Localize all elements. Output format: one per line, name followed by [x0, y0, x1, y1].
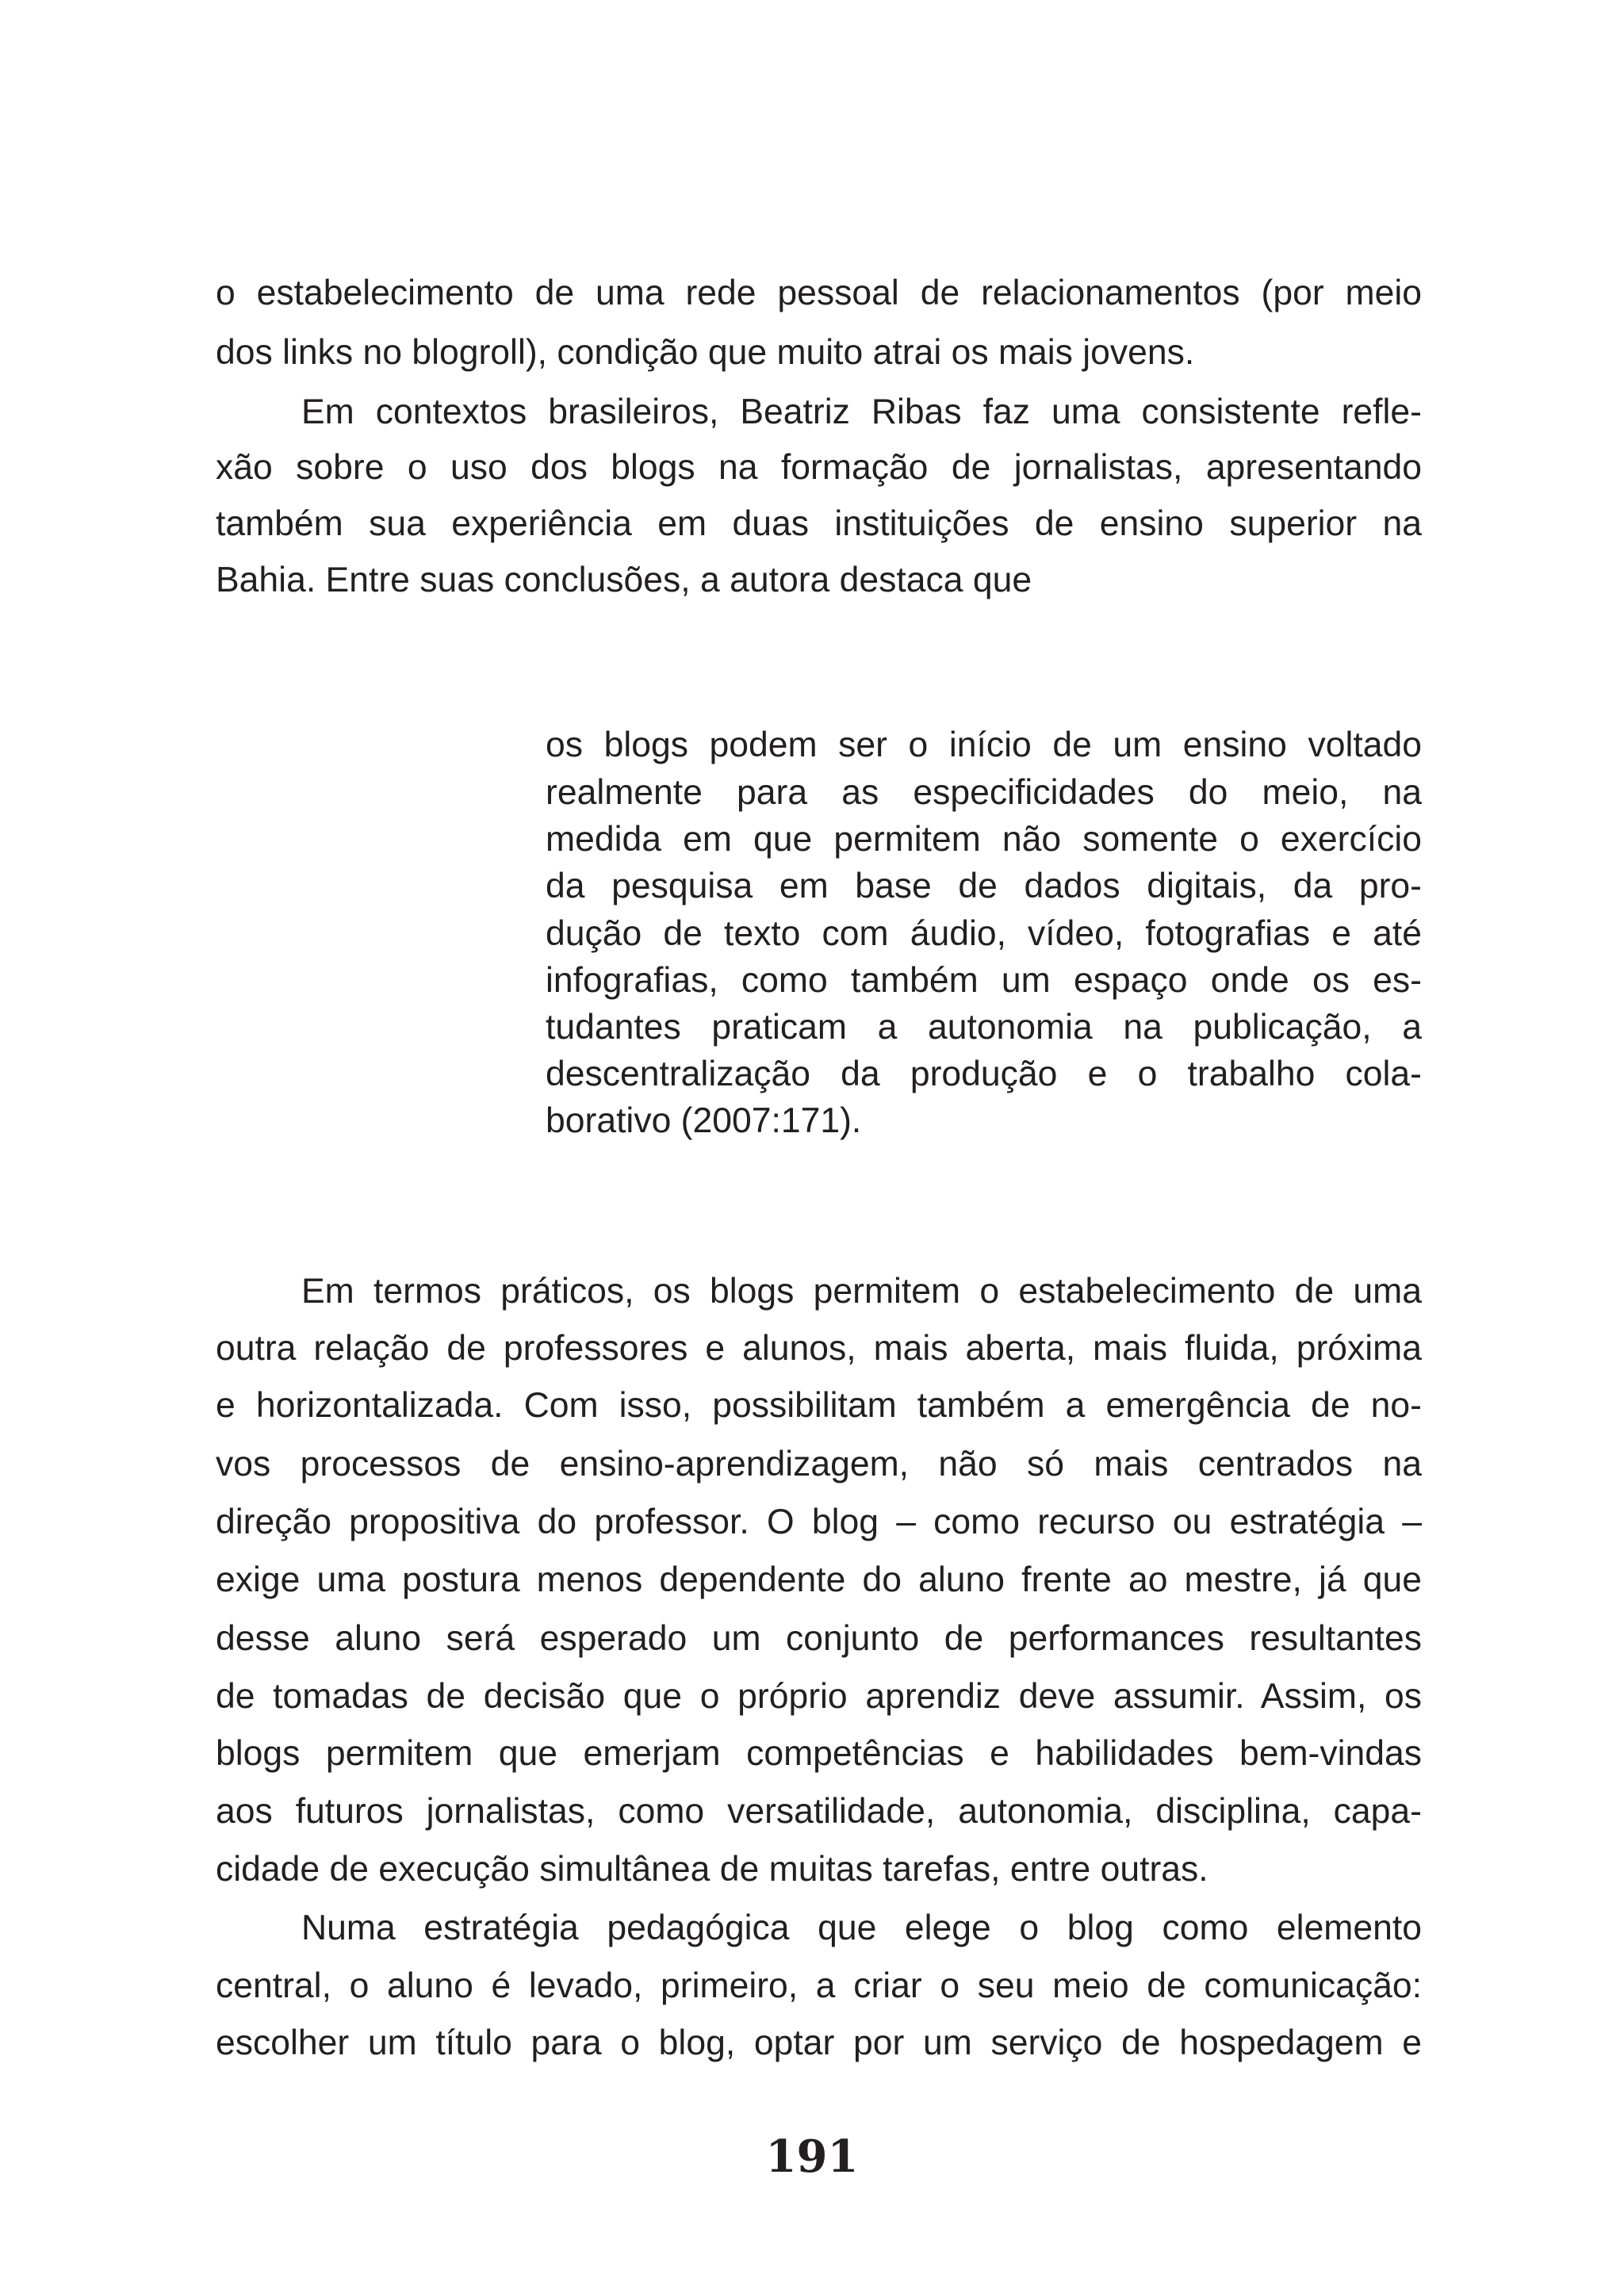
text-line: desse aluno será esperado um conjunto de performances resultantes: [216, 1619, 1422, 1658]
text-line: blogs permitem que emerjam competências e habilidades bem-vindas: [216, 1734, 1422, 1773]
page-number: 191: [765, 2130, 859, 2183]
text-line: de tomadas de decisão que o próprio aprendiz deve assumir. Assim, os: [216, 1677, 1422, 1716]
text-line: dos links no blogroll), condição que muito atrai os mais jovens.: [216, 333, 1195, 372]
text-line: exige uma postura menos dependente do aluno frente ao mestre, já que: [216, 1560, 1422, 1599]
quote-line: tudantes praticam a autonomia na publicação, a: [546, 1008, 1422, 1047]
quote-line: realmente para as especificidades do meio, na: [546, 773, 1422, 812]
quote-line: da pesquisa em base de dados digitais, da pro-: [546, 867, 1422, 905]
quote-line: descentralização da produção e o trabalho cola-: [546, 1055, 1422, 1093]
text-line: escolher um título para o blog, optar por um serviço de hospedagem e: [216, 2023, 1422, 2062]
text-line: vos processos de ensino-aprendizagem, não só mais centrados na: [216, 1445, 1422, 1483]
quote-line: medida em que permitem não somente o exercício: [546, 820, 1422, 859]
text-line: aos futuros jornalistas, como versatilidade, autonomia, disciplina, capa-: [216, 1792, 1422, 1831]
text-line: Em termos práticos, os blogs permitem o estabelecimento de uma: [301, 1272, 1422, 1311]
text-line: Em contextos brasileiros, Beatriz Ribas faz uma consistente refle-: [301, 392, 1422, 431]
quote-line: dução de texto com áudio, vídeo, fotografias e até: [546, 914, 1422, 953]
text-line: também sua experiência em duas instituições de ensino superior na: [216, 504, 1422, 543]
text-line: cidade de execução simultânea de muitas tarefas, entre outras.: [216, 1850, 1208, 1889]
text-line: e horizontalizada. Com isso, possibilitam também a emergência de no-: [216, 1386, 1422, 1425]
quote-line: os blogs podem ser o início de um ensino voltado: [546, 725, 1422, 764]
text-line: central, o aluno é levado, primeiro, a criar o seu meio de comunicação:: [216, 1966, 1422, 2005]
text-line: Bahia. Entre suas conclusões, a autora destaca que: [216, 561, 1032, 599]
text-line: Numa estratégia pedagógica que elege o blog como elemento: [301, 1908, 1422, 1947]
quote-line: borativo (2007:171).: [546, 1101, 862, 1140]
text-line: direção propositiva do professor. O blog – como recurso ou estratégia –: [216, 1503, 1422, 1541]
text-line: outra relação de professores e alunos, mais aberta, mais fluida, próxima: [216, 1329, 1422, 1368]
quote-line: infografias, como também um espaço onde os es-: [546, 961, 1422, 1000]
text-line: xão sobre o uso dos blogs na formação de jornalistas, apresentando: [216, 448, 1422, 487]
text-line: o estabelecimento de uma rede pessoal de relacionamentos (por meio: [216, 274, 1422, 312]
